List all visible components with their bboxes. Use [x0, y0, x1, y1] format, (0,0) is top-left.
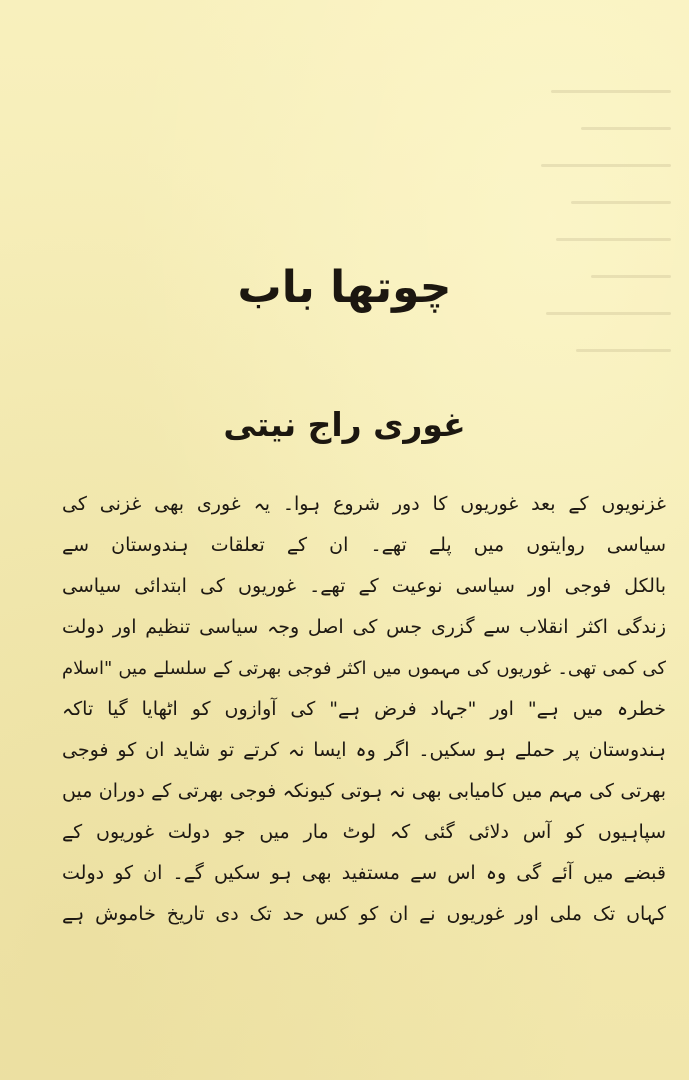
text-line: کی کمی تھی۔ غوریوں کی مہموں میں اکثر فوجی بھرتی کے سلسلے میں "اسلام [62, 658, 666, 679]
text-line: بالکل فوجی اور سیاسی نوعیت کے تھے۔ غوریوں کی ابتدائی سیاسی [62, 575, 666, 597]
text-line: بھرتی کی مہم میں کامیابی بھی نہ ہوتی کیونکہ فوجی بھرتی کے دوران میں [62, 780, 666, 802]
text-line: قبضے میں آئے گی وہ اس سے مستفید بھی ہو سکیں گے۔ ان کو دولت [62, 862, 666, 884]
text-line: سپاہیوں کو آس دلائی گئی کہ لوٹ مار میں جو دولت غوریوں کے [62, 821, 666, 843]
text-line: خطرہ میں ہے" اور "جہاد فرض ہے" کی آوازوں کو اٹھایا گیا تاکہ [62, 698, 666, 720]
text-line: غزنویوں کے بعد غوریوں کا دور شروع ہوا۔ یہ غوری بھی غزنی کی [62, 493, 666, 515]
text-line: سیاسی روایتوں میں پلے تھے۔ ان کے تعلقات ہندوستان سے [62, 534, 666, 556]
chapter-title: چوتھا باب [237, 262, 452, 313]
text-line: کہاں تک ملی اور غوریوں نے ان کو کس حد تک دی تاریخ خاموش ہے [62, 903, 666, 925]
text-line: ہندوستان پر حملے ہو سکیں۔ اگر وہ ایسا نہ کرتے تو شاید ان کو فوجی [62, 739, 666, 761]
text-line: زندگی اکثر انقلاب سے گزری جس کی اصل وجہ سیاسی تنظیم اور دولت [62, 616, 666, 638]
body-paragraph [62, 484, 666, 935]
section-title: غوری راج نیتی [223, 405, 466, 444]
